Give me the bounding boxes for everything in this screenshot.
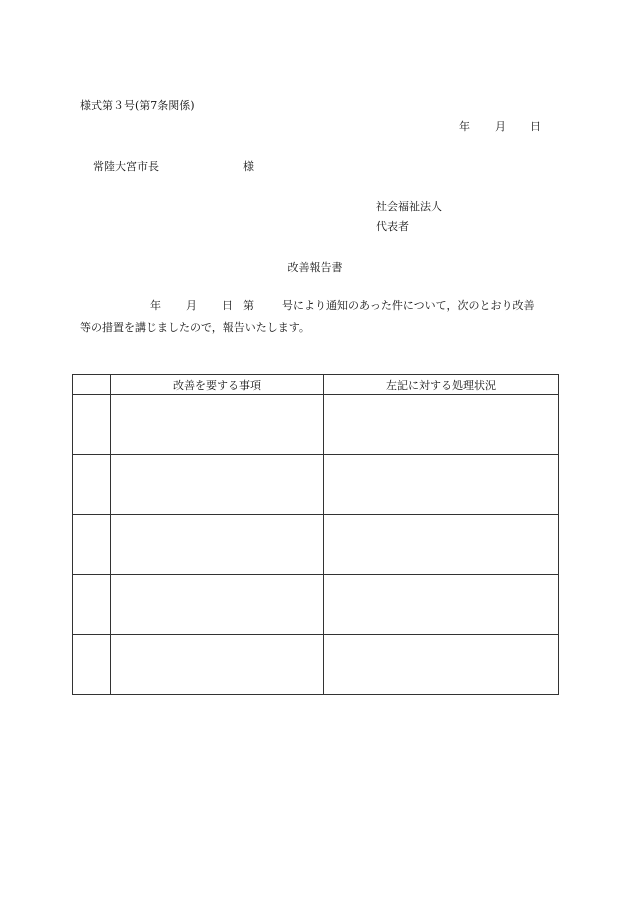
form-number: 様式第３号(第7条関係) bbox=[80, 99, 195, 112]
addressee bbox=[93, 158, 254, 174]
body-text-line-2: 等の措置を講じましたので，報告いたします。 bbox=[80, 321, 310, 334]
body-month-label: 月 bbox=[186, 299, 197, 312]
table-header-handling-status: 左記に対する処理状況 bbox=[324, 375, 559, 395]
table-row bbox=[73, 455, 559, 515]
body-year-label: 年 bbox=[150, 299, 161, 312]
body-number-prefix: 第 bbox=[243, 299, 254, 312]
sender-organization: 社会福祉法人 bbox=[376, 200, 442, 213]
table-header-number bbox=[73, 375, 111, 395]
date-day-label: 日 bbox=[530, 120, 541, 133]
sender-representative: 代表者 bbox=[376, 220, 409, 233]
table-cell-number bbox=[73, 395, 111, 455]
table-cell-number bbox=[73, 455, 111, 515]
addressee-honorific: 様 bbox=[243, 160, 254, 173]
table-row bbox=[73, 515, 559, 575]
table-cell-handling-status bbox=[324, 515, 559, 575]
table-cell-improvement-item bbox=[111, 455, 324, 515]
table-cell-handling-status bbox=[324, 395, 559, 455]
table-cell-number bbox=[73, 515, 111, 575]
table-header-improvement-item: 改善を要する事項 bbox=[111, 375, 324, 395]
body-day-label: 日 bbox=[222, 299, 233, 312]
table-cell-handling-status bbox=[324, 575, 559, 635]
document-title: 改善報告書 bbox=[287, 261, 343, 274]
improvement-report-table bbox=[72, 374, 559, 695]
table-cell-number bbox=[73, 635, 111, 695]
body-line1-rest: 号により通知のあった件について，次のとおり改善 bbox=[282, 299, 535, 312]
table-cell-improvement-item bbox=[111, 395, 324, 455]
table-row bbox=[73, 575, 559, 635]
table-row bbox=[73, 395, 559, 455]
table-cell-improvement-item bbox=[111, 575, 324, 635]
addressee-name: 常陸大宮市長 bbox=[93, 160, 159, 173]
table-row bbox=[73, 635, 559, 695]
date-month-label: 月 bbox=[495, 120, 506, 133]
table-cell-improvement-item bbox=[111, 515, 324, 575]
table-cell-number bbox=[73, 575, 111, 635]
date-year-label: 年 bbox=[459, 120, 470, 133]
table-cell-handling-status bbox=[324, 455, 559, 515]
table-header-row bbox=[73, 375, 559, 395]
table-cell-improvement-item bbox=[111, 635, 324, 695]
table-cell-handling-status bbox=[324, 635, 559, 695]
